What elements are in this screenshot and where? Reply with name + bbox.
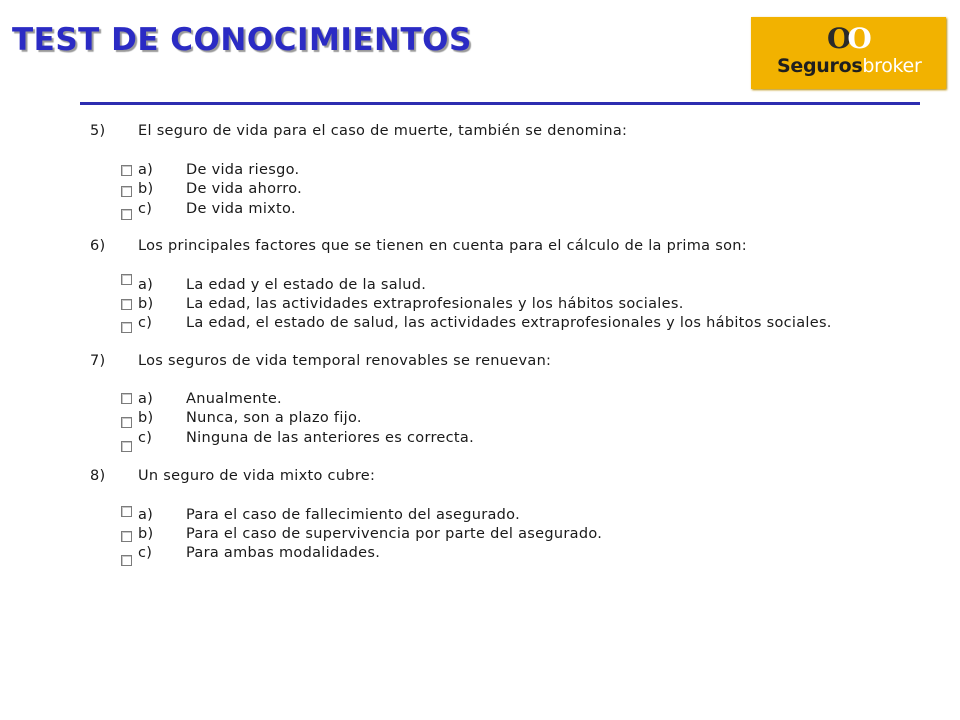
option-letter: b) xyxy=(138,296,154,312)
checkbox-q6-c[interactable] xyxy=(121,322,132,333)
option-q7-b xyxy=(138,409,362,427)
question-5 xyxy=(90,122,627,140)
page-title: TEST DE CONOCIMIENTOS xyxy=(12,22,472,58)
option-text: Para el caso de fallecimiento del asegurado. xyxy=(186,507,521,523)
question-text: Los principales factores que se tienen en cuenta para el cálculo de la prima son: xyxy=(138,238,747,254)
logo-word-light: broker xyxy=(862,55,922,77)
option-q5-c xyxy=(138,200,296,218)
checkbox-q7-b[interactable] xyxy=(121,417,132,428)
option-q6-b xyxy=(138,295,684,313)
question-text: Un seguro de vida mixto cubre: xyxy=(138,468,376,484)
segurosbroker-logo xyxy=(751,17,946,89)
option-text: Para ambas modalidades. xyxy=(186,545,381,561)
question-number: 7) xyxy=(90,353,106,369)
checkbox-q5-c[interactable] xyxy=(121,209,132,220)
question-number: 8) xyxy=(90,468,106,484)
question-text: Los seguros de vida temporal renovables se renuevan: xyxy=(138,353,552,369)
option-q8-a xyxy=(138,506,520,524)
checkbox-q5-b[interactable] xyxy=(121,186,132,197)
option-letter: a) xyxy=(138,162,154,178)
option-letter: b) xyxy=(138,410,154,426)
option-letter: c) xyxy=(138,201,153,217)
option-letter: c) xyxy=(138,315,153,331)
option-text: Nunca, son a plazo fijo. xyxy=(186,410,362,426)
logo-wordmark xyxy=(777,55,921,77)
option-text: Anualmente. xyxy=(186,391,282,407)
option-text: De vida ahorro. xyxy=(186,181,303,197)
option-q7-c xyxy=(138,429,474,447)
option-text: La edad, las actividades extraprofesionales y los hábitos sociales. xyxy=(186,296,684,312)
logo-word-bold: Seguros xyxy=(777,55,863,77)
option-letter: a) xyxy=(138,507,154,523)
option-q6-a xyxy=(138,276,426,294)
checkbox-q6-a[interactable] xyxy=(121,274,132,285)
option-text: Para el caso de supervivencia por parte del asegurado. xyxy=(186,526,603,542)
option-q8-c xyxy=(138,544,380,562)
question-text: El seguro de vida para el caso de muerte, también se denomina: xyxy=(138,123,628,139)
question-8 xyxy=(90,467,375,485)
option-letter: c) xyxy=(138,545,153,561)
checkbox-q8-a[interactable] xyxy=(121,506,132,517)
checkbox-q7-a[interactable] xyxy=(121,393,132,404)
checkbox-q8-c[interactable] xyxy=(121,555,132,566)
checkbox-q8-b[interactable] xyxy=(121,531,132,542)
question-number: 5) xyxy=(90,123,106,139)
option-letter: b) xyxy=(138,526,154,542)
option-q8-b xyxy=(138,525,602,543)
option-letter: b) xyxy=(138,181,154,197)
option-letter: c) xyxy=(138,430,153,446)
option-text: La edad, el estado de salud, las actividades extraprofesionales y los hábitos sociales. xyxy=(186,315,832,331)
option-text: La edad y el estado de la salud. xyxy=(186,277,427,293)
option-text: Ninguna de las anteriores es correcta. xyxy=(186,430,474,446)
checkbox-q7-c[interactable] xyxy=(121,441,132,452)
option-q7-a xyxy=(138,390,282,408)
option-letter: a) xyxy=(138,391,154,407)
option-letter: a) xyxy=(138,277,154,293)
question-7 xyxy=(90,352,551,370)
option-q6-c xyxy=(138,314,832,332)
option-q5-a xyxy=(138,161,299,179)
title-divider xyxy=(80,102,920,105)
option-text: De vida mixto. xyxy=(186,201,296,217)
question-number: 6) xyxy=(90,238,106,254)
option-q5-b xyxy=(138,180,302,198)
logo-mark: OO xyxy=(827,22,868,55)
checkbox-q6-b[interactable] xyxy=(121,299,132,310)
checkbox-q5-a[interactable] xyxy=(121,165,132,176)
option-text: De vida riesgo. xyxy=(186,162,300,178)
question-6 xyxy=(90,237,747,255)
